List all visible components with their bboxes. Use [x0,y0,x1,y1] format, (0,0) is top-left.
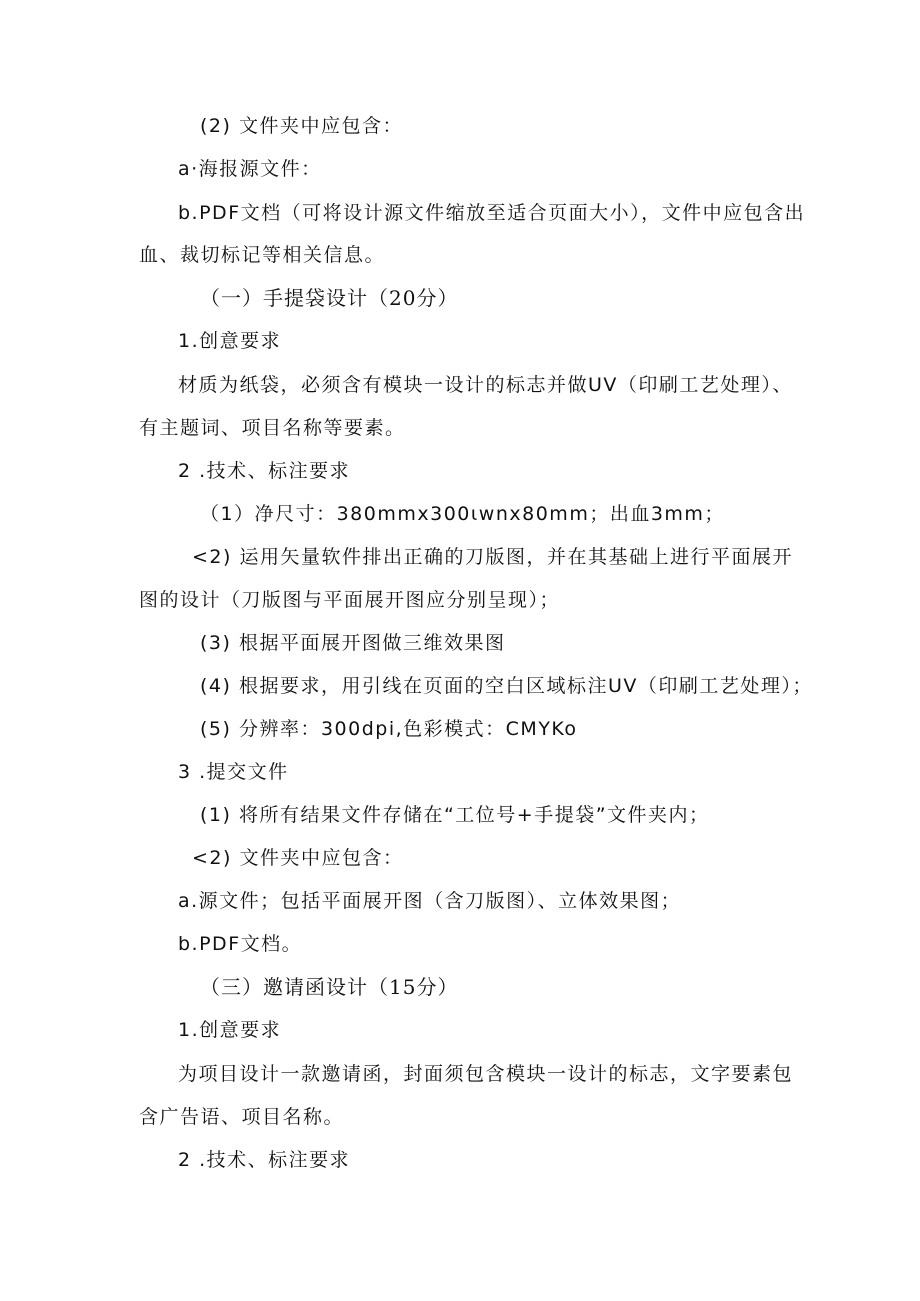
handbag-creative-text: 材质为纸袋，必须含有模块一设计的标志并做UV（印刷工艺处理）、 [178,374,793,396]
invitation-creative-heading: 1.创意要求 [178,1019,282,1041]
section-heading-handbag: （一）手提袋设计（20分） [200,286,459,310]
handbag-submit-heading: 3 .提交文件 [178,761,289,783]
handbag-submit-item-b: b.PDF文档。 [178,933,303,955]
handbag-submit-item-a: a.源文件；包括平面展开图（含刀版图）、立体效果图； [178,890,682,912]
handbag-tech-heading: 2 .技术、标注要求 [178,460,351,482]
sub-item-2-folder-contents: (2) 文件夹中应包含： [200,115,403,137]
invitation-tech-heading: 2 .技术、标注要求 [178,1149,351,1171]
item-b-pdf-document: b.PDF文档（可将设计源文件缩放至适合页面大小），文件中应包含出 [178,202,806,224]
invitation-creative-text: 为项目设计一款邀请函，封面须包含模块一设计的标志，文字要素包 [178,1063,794,1085]
handbag-tech-item-2: <2) 运用矢量软件排出正确的刀版图，并在其基础上进行平面展开 [192,546,793,568]
item-a-poster-source: a·海报源文件： [178,158,322,180]
handbag-tech-item-2-cont: 图的设计（刀版图与平面展开图应分别呈现）； [139,589,561,611]
handbag-creative-heading: 1.创意要求 [178,330,282,352]
item-b-pdf-document-cont: 血、裁切标记等相关信息。 [139,244,386,266]
handbag-tech-item-5: (5) 分辨率：300dpi,色彩模式：CMYKo [200,718,578,740]
section-heading-invitation: （三）邀请函设计（15分） [200,975,459,999]
invitation-creative-text-cont: 含广告语、项目名称。 [139,1106,345,1128]
handbag-tech-item-4: (4) 根据要求，用引线在页面的空白区域标注UV（印刷工艺处理）； [200,675,813,697]
handbag-submit-item-2: <2) 文件夹中应包含： [192,847,404,869]
handbag-tech-item-3: (3) 根据平面展开图做三维效果图 [200,632,506,654]
handbag-submit-item-1: (1) 将所有结果文件存储在“工位号+手提袋”文件夹内； [200,804,710,826]
handbag-tech-item-1: （1）净尺寸：380mmx300ιwnx80mm；出血3mm； [200,503,725,525]
handbag-creative-text-cont: 有主题词、项目名称等要素。 [139,417,406,439]
